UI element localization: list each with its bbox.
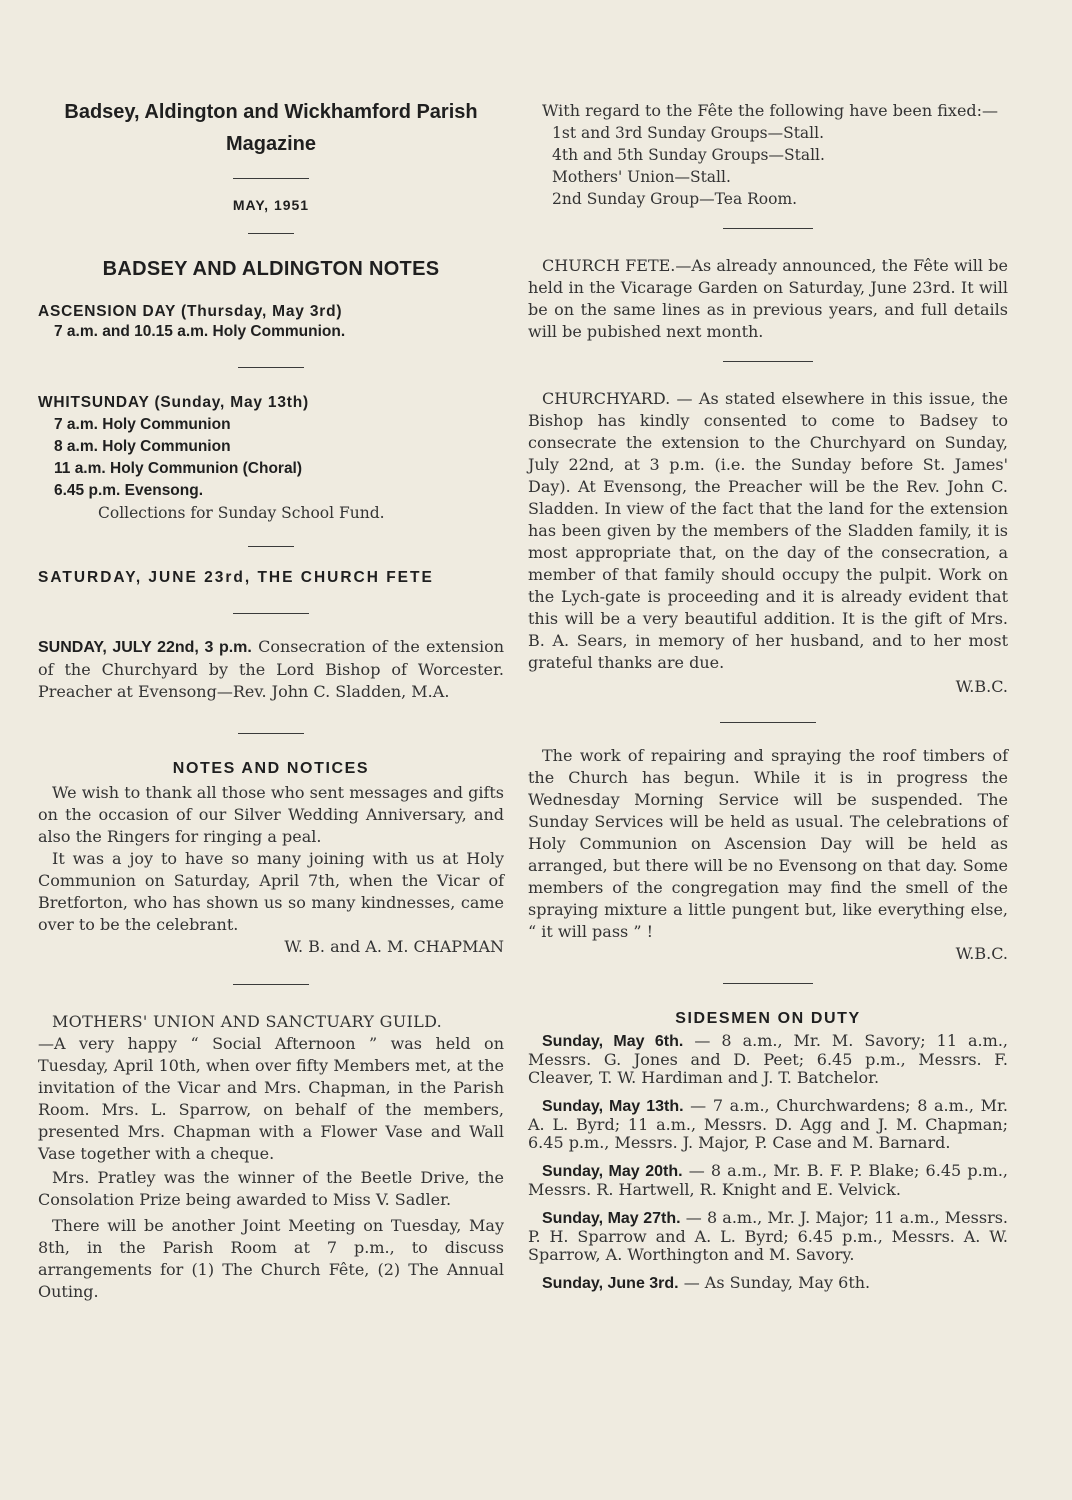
roof-repair-signature: W.B.C.: [955, 944, 1008, 963]
sidesmen-details: — 8 a.m., Mr. M. Savory; 11 a.m., Messrs. G. Jones and D. Peet; 6.45 p.m., Messrs. F. Cleaver, T. W. Hardiman and J. T. Batchelor.: [528, 1031, 1008, 1087]
sidesmen-details: — 8 a.m., Mr. J. Major; 11 a.m., Messrs. P. H. Sparrow and A. L. Byrd; 6.45 p.m., Messrs. A. W. Sparrow, A. Worthington and M. Savory.: [528, 1208, 1009, 1264]
sidesmen-date: Sunday, May 27th.: [542, 1210, 681, 1227]
whitsunday-service: 8 a.m. Holy Communion: [54, 438, 231, 455]
divider: [720, 722, 816, 723]
divider: [723, 228, 813, 229]
consecration-notice: [38, 636, 504, 703]
fete-arrangement-item: 2nd Sunday Group—Tea Room.: [552, 190, 798, 208]
sidesmen-entry: [528, 1274, 1008, 1293]
notices-paragraph-1: We wish to thank all those who sent messages and gifts on the occasion of our Silver Wedding Anniversary, and also the Ringers for ringing a peal.: [38, 783, 504, 846]
sidesmen-heading: SIDESMEN ON DUTY: [675, 1010, 861, 1027]
divider: [238, 733, 304, 734]
whitsunday-title: WHITSUNDAY (Sunday, May 13th): [38, 394, 309, 411]
divider: [723, 361, 813, 362]
collections-note: Collections for Sunday School Fund.: [98, 504, 385, 522]
sidesmen-entry: [528, 1209, 1008, 1264]
ascension-day-title: ASCENSION DAY (Thursday, May 3rd): [38, 303, 343, 320]
churchyard-signature: W.B.C.: [955, 677, 1008, 696]
whitsunday-section: [38, 392, 504, 524]
church-fete-notice: SATURDAY, JUNE 23rd, THE CHURCH FETE: [38, 569, 434, 586]
sidesmen-date: Sunday, May 20th.: [542, 1163, 683, 1180]
divider: [233, 178, 309, 179]
fete-arrangements-intro: With regard to the Fête the following have been fixed:—: [542, 101, 999, 120]
notices-signature: W. B. and A. M. CHAPMAN: [284, 937, 504, 956]
ascension-day-service: 7 a.m. and 10.15 a.m. Holy Communion.: [54, 323, 346, 340]
sidesmen-date: Sunday, May 13th.: [542, 1098, 684, 1115]
mothers-union-paragraph-3: There will be another Joint Meeting on Tuesday, May 8th, in the Parish Room at 7 p.m., to discuss arrangements for (1) The Church Fête, (2) The Annual Outing.: [38, 1216, 504, 1301]
divider: [248, 546, 294, 547]
whitsunday-service: 7 a.m. Holy Communion: [54, 416, 231, 433]
notices-paragraph-2: It was a joy to have so many joining with us at Holy Communion on Saturday, April 7th, when the Vicar of Bretforton, who has shown us so many kindnesses, came over to be the celebrant.: [38, 849, 504, 934]
sidesmen-details: — 8 a.m., Mr. B. F. P. Blake; 6.45 p.m., Messrs. R. Hartwell, R. Knight and E. Velvick.: [528, 1161, 1009, 1199]
sidesmen-entry: [528, 1162, 1008, 1199]
mothers-union-paragraph-2: Mrs. Pratley was the winner of the Beetle Drive, the Consolation Prize being awarded to Miss V. Sadler.: [38, 1168, 504, 1209]
fete-arrangement-item: 1st and 3rd Sunday Groups—Stall.: [552, 124, 825, 142]
ascension-day-section: [38, 301, 504, 341]
mothers-union-heading: MOTHERS' UNION AND SANCTUARY GUILD.: [52, 1012, 443, 1031]
sidesmen-details: — As Sunday, May 6th.: [678, 1273, 871, 1292]
sidesmen-details: — 7 a.m., Churchwardens; 8 a.m., Mr. A. L. Byrd; 11 a.m., Messrs. D. Agg and J. M. Chapman; 6.45 p.m., Messrs. J. Major, P. Case and M. Barnard.: [528, 1096, 1008, 1152]
divider: [723, 983, 813, 984]
sidesmen-entry: [528, 1097, 1008, 1152]
church-fete-paragraph: CHURCH FETE.—As already announced, the Fête will be held in the Vicarage Garden on Saturday, June 23rd. It will be on the same lines as in previous years, and full details will be pubished next month.: [528, 256, 1008, 341]
consecration-text: Consecration of the extension of the Churchyard by the Lord Bishop of Worcester. Preacher at Evensong—Rev. John C. Sladden, M.A.: [38, 637, 505, 701]
mothers-union-paragraph-1: —A very happy “ Social Afternoon ” was held on Tuesday, April 10th, when over fifty Members met, at the invitation of the Vicar and Mrs. Chapman, in the Parish Room. Mrs. L. Sparrow, on behalf of the members, presented Mrs. Chapman with a Flower Vase and Wall Vase together with a cheque.: [38, 1034, 504, 1163]
sidesmen-date: Sunday, June 3rd.: [542, 1275, 679, 1292]
consecration-date: SUNDAY, JULY 22nd, 3 p.m.: [38, 639, 252, 656]
fete-arrangements-list: [528, 122, 1008, 210]
divider: [238, 367, 304, 368]
right-column: [528, 100, 1008, 1303]
fete-arrangement-item: Mothers' Union—Stall.: [552, 168, 731, 186]
left-column: [38, 96, 504, 1303]
roof-repair-paragraph: The work of repairing and spraying the roof timbers of the Church has begun. While it is in progress the Wednesday Morning Service will be suspended. The Sunday Services will be held as usual. The celebrations of Holy Communion on Ascension Day will be held as arranged, but there will be no Evensong on that day. Some members of the congregation may find the smell of the spraying mixture a little pungent but, like everything else, “ it will pass ” !: [528, 746, 1008, 941]
sidesmen-entry: [528, 1032, 1008, 1087]
sidesmen-date: Sunday, May 6th.: [542, 1033, 684, 1050]
magazine-title-line2: Magazine: [225, 133, 317, 155]
whitsunday-service: 6.45 p.m. Evensong.: [54, 482, 204, 499]
divider: [233, 613, 309, 614]
magazine-title-line1: Badsey, Aldington and Wickhamford Parish: [64, 101, 478, 123]
divider: [248, 233, 294, 234]
fete-arrangement-item: 4th and 5th Sunday Groups—Stall.: [552, 146, 825, 164]
churchyard-paragraph: CHURCHYARD. — As stated elsewhere in this issue, the Bishop has kindly consented to come to Badsey to consecrate the extension to the Churchyard on Sunday, July 22nd, at 3 p.m. (i.e. the Sunday before St. James' Day). At Evensong, the Preacher will be the Rev. John C. Sladden. In view of the fact that the land for the extension has been given by the members of the Sladden family, it is most appropriate that, on the day of the consecration, a member of that family should occupy the pulpit. Work on the Lych-gate is proceeding and it is already evident that this will be a very beautiful addition. It is the gift of Mrs. B. A. Sears, in memory of her husband, and to her most grateful thanks are due.: [528, 389, 1008, 672]
whitsunday-service: 11 a.m. Holy Communion (Choral): [54, 460, 303, 477]
divider: [233, 984, 309, 985]
issue-month: MAY, 1951: [232, 197, 310, 213]
magazine-title: [38, 96, 504, 160]
notes-notices-heading: NOTES AND NOTICES: [172, 760, 370, 777]
badsey-notes-heading: BADSEY AND ALDINGTON NOTES: [102, 258, 440, 280]
